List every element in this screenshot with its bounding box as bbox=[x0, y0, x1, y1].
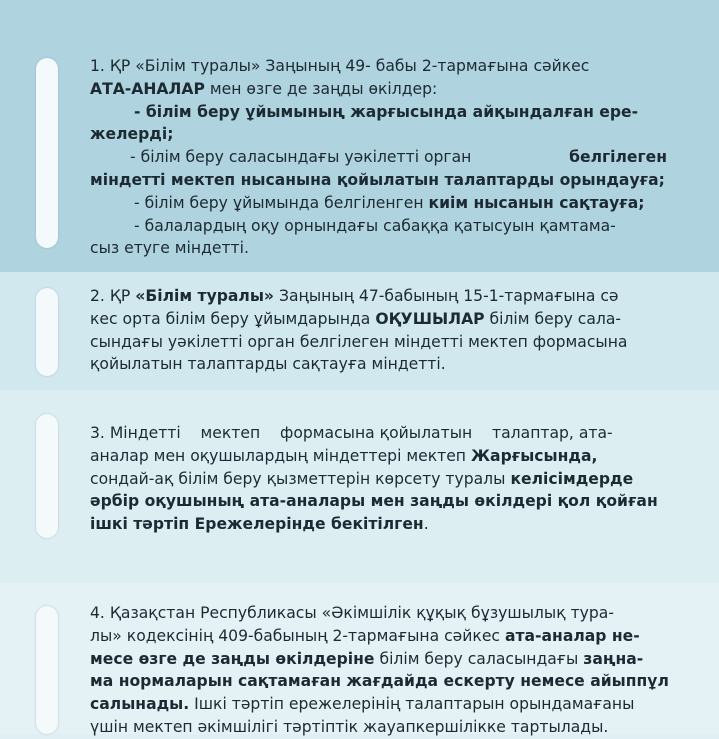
item-4-line-3: месе өзге де заңды өкілдеріне білім беру саласындағы заңна- bbox=[90, 649, 644, 668]
item-1-line-2: АТА-АНАЛАР мен өзге де заңды өкілдер: bbox=[90, 79, 438, 98]
item-4-line-6: үшін мектеп әкімшілігі тәртіптік жауапкершілікке тартылады. bbox=[90, 717, 609, 736]
item-1-line-3: - білім беру ұйымының жарғысында айқындалған ере- bbox=[134, 102, 639, 121]
item-4-line-1: 4. Қазақстан Республикасы «Әкімшілік құқық бұзушылық тура- bbox=[90, 604, 614, 622]
item-1-line-4: желерді; bbox=[90, 125, 174, 144]
item-2-line-2: кес орта білім беру ұйымдарында ОҚУШЫЛАР білім беру сала- bbox=[90, 309, 622, 328]
item-4-line-2: лы» кодексінің 409-бабының 2-тармағына сәйкес ата-аналар не- bbox=[90, 626, 640, 645]
item-4-line-5: салынады. Ішкі тәртіп ережелерінің талаптарын орындамағаны bbox=[90, 695, 635, 714]
item-1-line-8: - балалардың оқу орнындағы сабаққа қатысуын қамтама- bbox=[134, 216, 616, 235]
item-2-line-4: қойылатын талаптарды сақтауға міндетті. bbox=[90, 355, 446, 374]
item-1-line-6: міндетті мектеп нысанына қойылатын талаптарды орындауға; bbox=[90, 170, 665, 189]
item-3-panel bbox=[0, 390, 719, 583]
item-3-line-5: ішкі тәртіп Ережелерінде бекітілген. bbox=[90, 515, 429, 534]
item-1-side-bar bbox=[36, 58, 58, 248]
item-2-panel bbox=[0, 272, 719, 390]
item-1-line-1: 1. ҚР «Білім туралы» Заңының 49- бабы 2-тармағына сәйкес bbox=[90, 57, 590, 75]
item-3-line-2: аналар мен оқушылардың міндеттері мектеп Жарғысында, bbox=[90, 446, 598, 465]
item-3-line-4: әрбір оқушының ата-аналары мен заңды өкілдері қол қойған bbox=[90, 492, 658, 511]
item-2-side-bar bbox=[36, 288, 58, 376]
item-1-line-9: сыз етуге міндетті. bbox=[90, 239, 249, 258]
item-1-panel bbox=[0, 0, 719, 272]
item-3-line-1: 3. Міндетті мектеп формасына қойылатын талаптар, ата- bbox=[90, 424, 613, 442]
item-1-line-7: - білім беру ұйымында белгіленген киім нысанын сақтауға; bbox=[134, 193, 645, 212]
item-1-line-5: - білім беру саласындағы уәкілетті орган белгілеген bbox=[130, 148, 667, 167]
item-3-side-bar bbox=[36, 414, 58, 538]
item-3-line-3: сондай-ақ білім беру қызметтерін көрсету туралы келісімдерде bbox=[90, 469, 634, 488]
item-2-line-3: сындағы уәкілетті орган белгілеген міндетті мектеп формасына bbox=[90, 332, 628, 351]
item-4-panel bbox=[0, 583, 719, 734]
item-4-line-4: ма нормаларын сақтамаған жағдайда ескерту немесе айыппұл bbox=[90, 672, 669, 691]
item-4-side-bar bbox=[36, 606, 58, 734]
item-2-line-1: 2. ҚР «Білім туралы» Заңының 47-бабының 15-1-тармағына сә bbox=[90, 287, 619, 305]
